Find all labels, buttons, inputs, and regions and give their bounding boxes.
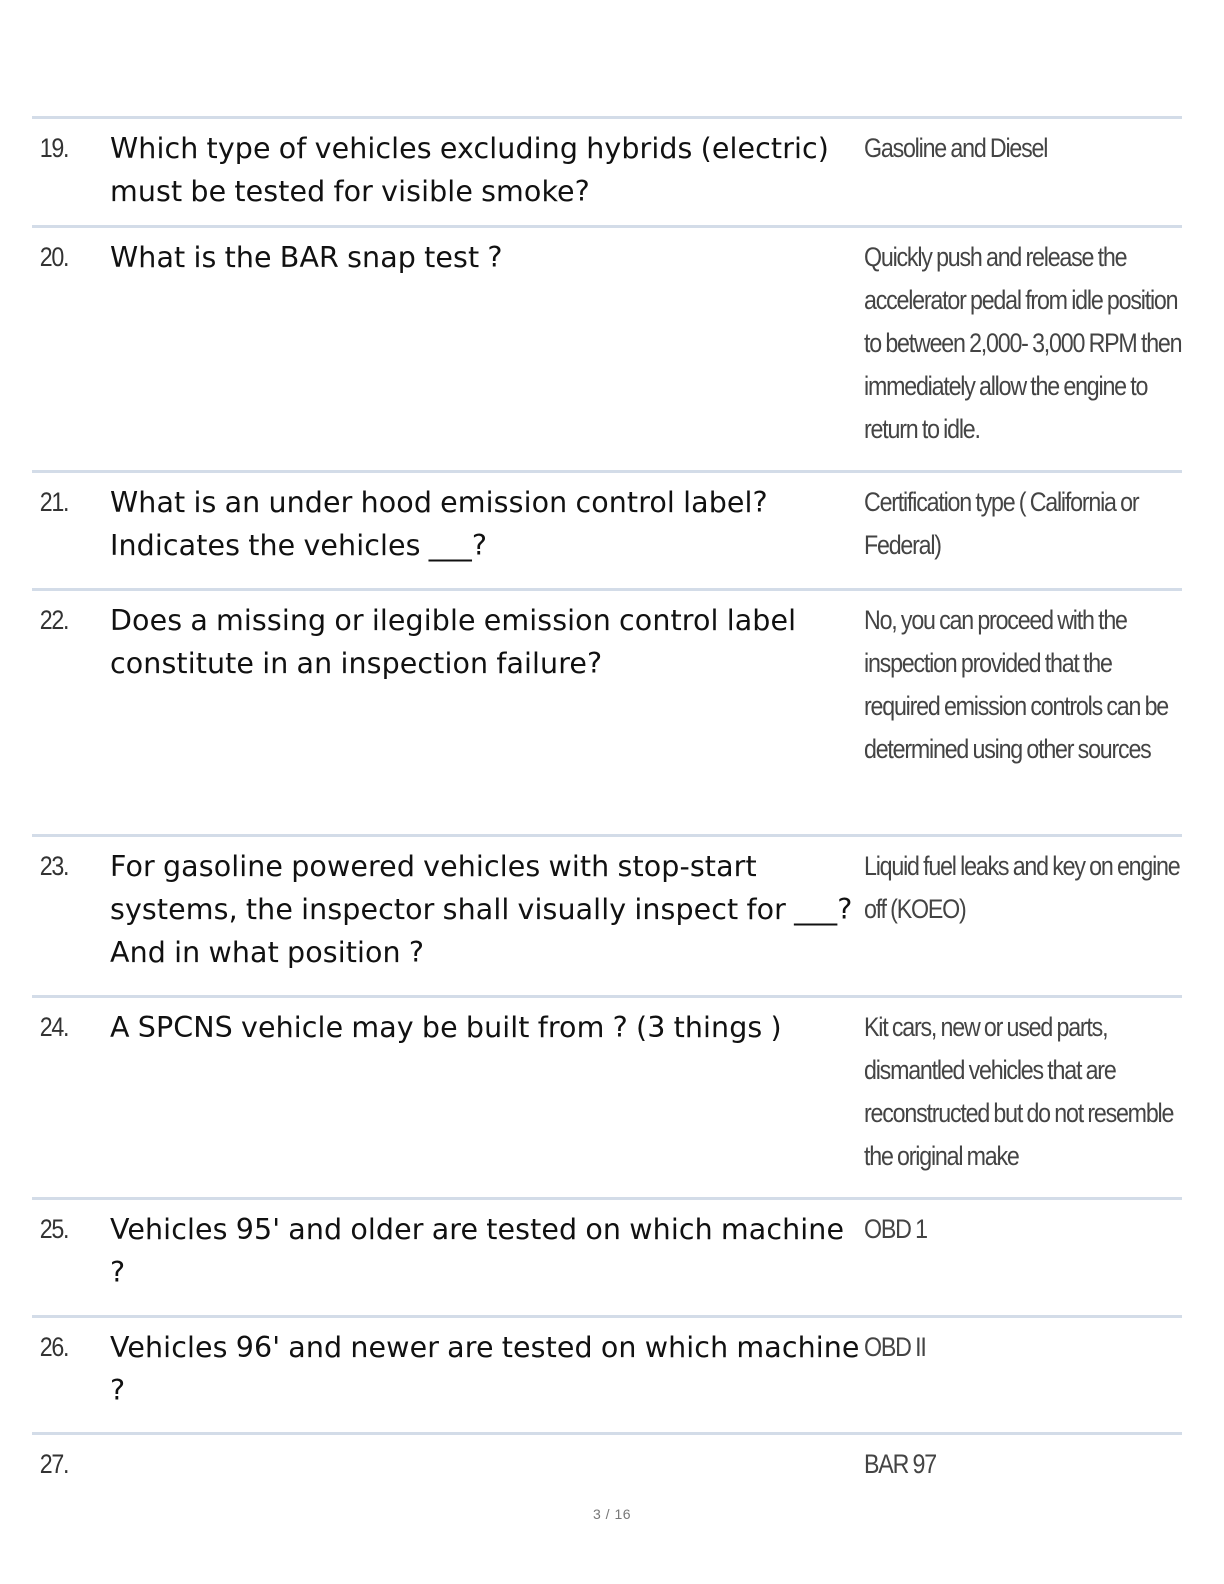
card-question: Vehicles 96' and newer are tested on which machine ?: [110, 1331, 860, 1407]
flashcard-row: [32, 473, 1182, 591]
card-question: For gasoline powered vehicles with stop-start systems, the inspector shall visually inspect for ___? And in what position ?: [110, 850, 853, 969]
card-number: 23.: [39, 851, 69, 881]
card-answer: No, you can proceed with the inspection provided that the required emission controls can be determined using other sources: [864, 605, 1169, 764]
card-answer: OBD II: [864, 1332, 926, 1362]
card-number: 20.: [39, 242, 69, 272]
card-number: 27.: [39, 1449, 69, 1479]
flashcard-row: [32, 228, 1182, 473]
card-answer: OBD 1: [864, 1214, 927, 1244]
card-number: 26.: [39, 1332, 69, 1362]
card-number: 25.: [39, 1214, 69, 1244]
card-question: Vehicles 95' and older are tested on which machine ?: [110, 1213, 845, 1289]
flashcard-row: [32, 837, 1182, 998]
card-answer: Liquid fuel leaks and key on engine off (KOEO): [864, 851, 1180, 924]
card-answer: BAR 97: [864, 1449, 936, 1479]
card-number: 19.: [39, 133, 69, 163]
card-answer: Quickly push and release the accelerator pedal from idle position to between 2,000- 3,000 RPM then immediately allow the engine to return to idle.: [864, 242, 1182, 444]
card-answer: Gasoline and Diesel: [864, 133, 1048, 163]
card-question: A SPCNS vehicle may be built from ? (3 things ): [110, 1011, 782, 1044]
card-question: Does a missing or ilegible emission control label constitute in an inspection failure?: [110, 604, 797, 680]
flashcard-row: [32, 119, 1182, 228]
card-question: What is an under hood emission control label? Indicates the vehicles ___?: [110, 486, 768, 562]
card-question: [110, 1443, 862, 1495]
card-number: 22.: [39, 605, 69, 635]
flashcard-row: [32, 1318, 1182, 1435]
flashcard-list: [32, 116, 1182, 1495]
flashcard-row: [32, 1435, 1182, 1495]
card-number: 24.: [39, 1012, 69, 1042]
card-question: Which type of vehicles excluding hybrids (electric) must be tested for visible smoke?: [110, 132, 830, 208]
card-answer: Certification type ( California or Federal): [864, 487, 1139, 560]
card-answer: Kit cars, new or used parts, dismantled vehicles that are reconstructed but do not resemble the original make: [864, 1012, 1174, 1171]
flashcard-row: [32, 998, 1182, 1200]
page-number: 3 / 16: [592, 1506, 632, 1522]
flashcard-row: [32, 591, 1182, 837]
flashcard-row: [32, 1200, 1182, 1318]
card-question: What is the BAR snap test ?: [110, 241, 503, 274]
card-number: 21.: [39, 487, 69, 517]
